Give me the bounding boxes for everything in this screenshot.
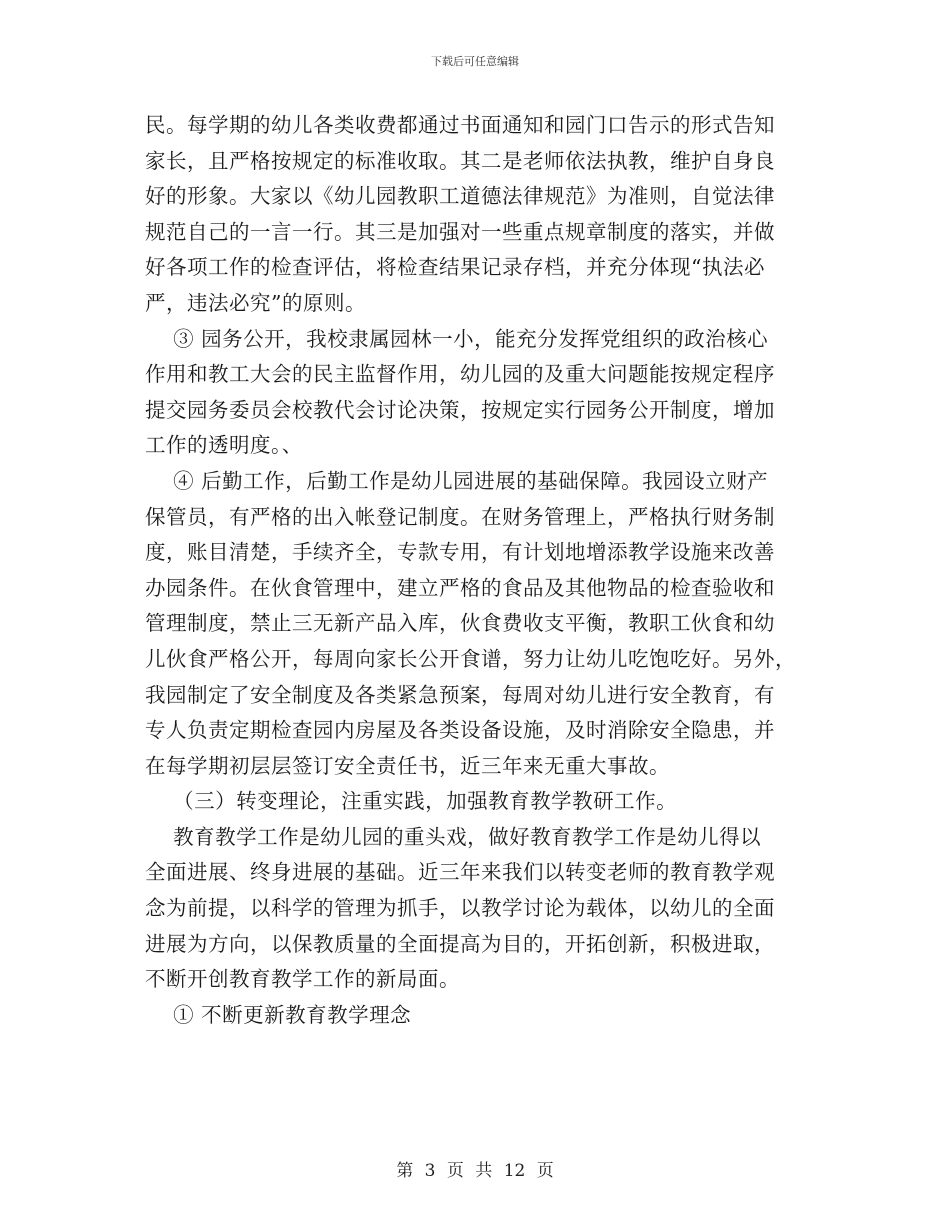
- body-line: （三）转变理论，注重实践，加强教育教学教研工作。: [145, 789, 678, 814]
- body-line: 管理制度，禁止三无新产品入库，伙食费收支平衡，教职工伙食和幼: [145, 611, 775, 636]
- body-line: 民。每学期的幼儿各类收费都通过书面通知和园门口告示的形式告知: [145, 113, 775, 137]
- body-line: 儿伙食严格公开，每周向家长公开食谱，努力让幼儿吃饱吃好。另外，: [145, 646, 796, 671]
- body-line: 规范自己的一言一行。其三是加强对一些重点规章制度的落实，并做: [145, 219, 775, 244]
- body-line: 进展为方向，以保教质量的全面提高为目的，开拓创新，积极进取，: [145, 931, 775, 956]
- body-line: 严，违法必究”的原则。: [145, 290, 366, 315]
- body-line: 好的形象。大家以《幼儿园教职工道德法律规范》为准则，自觉法律: [145, 184, 775, 209]
- document-body: [145, 108, 800, 1033]
- body-line: 保管员，有严格的出入帐登记制度。在财务管理上，严格执行财务制: [145, 504, 775, 529]
- body-line: 作用和教工大会的民主监督作用，幼儿园的及重大问题能按规定程序: [145, 362, 775, 387]
- body-line: 家长，且严格按规定的标准收取。其二是老师依法执教，维护自身良: [145, 148, 775, 173]
- page-number: 第 3 页 共 12 页: [396, 1161, 554, 1181]
- body-line: 好各项工作的检查评估，将检查结果记录存档，并充分体现“执法必: [145, 255, 765, 280]
- body-line: 专人负责定期检查园内房屋及各类设备设施，及时消除安全隐患，并: [145, 718, 775, 743]
- body-line: 度，账目清楚，手续齐全，专款专用，有计划地增添教学设施来改善: [145, 540, 775, 565]
- body-line: 在每学期初层层签订安全责任书，近三年来无重大事故。: [145, 753, 670, 778]
- body-line: 不断开创教育教学工作的新局面。: [145, 967, 460, 992]
- body-line: ① 不断更新教育教学理念: [145, 1002, 412, 1027]
- body-line: 提交园务委员会校教代会讨论决策，按规定实行园务公开制度，增加: [145, 397, 775, 422]
- body-line: ③ 园务公开，我校隶属园林一小，能充分发挥党组织的政治核心: [145, 326, 769, 351]
- body-line: 我园制定了安全制度及各类紧急预案，每周对幼儿进行安全教育，有: [145, 682, 775, 707]
- body-line: 教育教学工作是幼儿园的重头戏，做好教育教学工作是幼儿得以: [145, 824, 762, 849]
- page-header-note: 下载后可任意编辑: [431, 55, 519, 68]
- body-line: 工作的透明度。、: [145, 433, 303, 458]
- body-line: 念为前提，以科学的管理为抓手，以教学讨论为载体，以幼儿的全面: [145, 896, 775, 921]
- body-line: 全面进展、终身进展的基础。近三年来我们以转变老师的教育教学观: [145, 860, 775, 885]
- body-line: ④ 后勤工作，后勤工作是幼儿园进展的基础保障。我园设立财产: [145, 468, 769, 493]
- body-line: 办园条件。在伙食管理中，建立严格的食品及其他物品的检查验收和: [145, 575, 775, 600]
